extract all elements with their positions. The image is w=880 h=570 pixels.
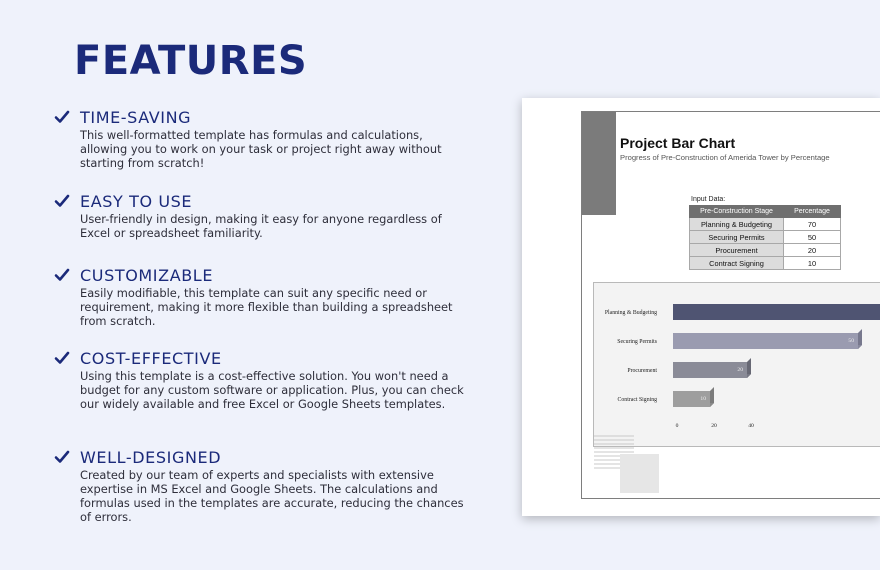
preview-title: Project Bar Chart xyxy=(620,135,736,151)
percentage-cell: 10 xyxy=(784,257,841,270)
x-tick-label: 40 xyxy=(748,423,754,429)
category-label: Procurement xyxy=(627,368,657,374)
sidebar-block xyxy=(582,112,616,215)
data-label: 20 xyxy=(737,367,743,373)
feature-time-saving xyxy=(54,108,474,172)
feature-description: Easily modifiable, this template can suit any specific need or requirement, making it more flexible than building a spreadsheet from scratch. xyxy=(80,286,453,328)
stage-cell: Procurement xyxy=(690,244,784,257)
feature-cost-effective xyxy=(54,349,474,427)
bar xyxy=(673,362,747,378)
percentage-cell: 70 xyxy=(784,218,841,231)
feature-easy-to-use xyxy=(54,192,474,244)
x-tick-label: 0 xyxy=(675,423,679,429)
category-label: Contract Signing xyxy=(617,397,657,403)
checkmark-icon xyxy=(54,350,70,366)
column-header: Percentage xyxy=(784,206,841,218)
feature-well-designed xyxy=(54,448,474,526)
column-header: Pre-Construction Stage xyxy=(690,206,784,218)
spreadsheet-preview xyxy=(522,98,880,516)
bar-chart xyxy=(593,282,880,447)
table-row xyxy=(690,244,841,257)
table-row xyxy=(690,257,841,270)
table-row xyxy=(690,231,841,244)
checkmark-icon xyxy=(54,193,70,209)
stage-cell: Securing Permits xyxy=(690,231,784,244)
feature-title: CUSTOMIZABLE xyxy=(80,266,214,285)
percentage-cell: 50 xyxy=(784,231,841,244)
checkmark-icon xyxy=(54,109,70,125)
feature-title: COST-EFFECTIVE xyxy=(80,349,222,368)
checkmark-icon xyxy=(54,267,70,283)
bar xyxy=(673,333,858,349)
checkmark-icon xyxy=(54,449,70,465)
feature-title: TIME-SAVING xyxy=(80,108,192,127)
data-label: 10 xyxy=(700,396,706,402)
stage-cell: Contract Signing xyxy=(690,257,784,270)
stage-cell: Planning & Budgeting xyxy=(690,218,784,231)
page-title: FEATURES xyxy=(74,38,308,84)
category-label: Securing Permits xyxy=(617,339,657,345)
input-data-label: Input Data: xyxy=(691,196,726,203)
table-header-row xyxy=(690,206,841,218)
data-label: 50 xyxy=(848,338,854,344)
feature-description: Created by our team of experts and specialists with extensive expertise in MS Excel and Google Sheets. The calculations and formulas used in the templates are accurate, reducing the chances of errors. xyxy=(80,468,464,524)
table-row xyxy=(690,218,841,231)
feature-customizable xyxy=(54,266,474,330)
percentage-cell: 20 xyxy=(784,244,841,257)
decorative-block xyxy=(620,454,659,493)
feature-title: WELL-DESIGNED xyxy=(80,448,222,467)
bar xyxy=(673,304,880,320)
feature-description: Using this template is a cost-effective solution. You won't need a budget for any custom software or application. Plus, you can check our widely available and free Excel or Google Sheets templates. xyxy=(80,369,464,411)
x-tick-label: 20 xyxy=(711,423,717,429)
category-label: Planning & Budgeting xyxy=(604,310,657,316)
feature-title: EASY TO USE xyxy=(80,192,193,211)
feature-description: User-friendly in design, making it easy for anyone regardless of Excel or spreadsheet familiarity. xyxy=(80,212,442,240)
input-data-table xyxy=(689,205,841,270)
preview-subtitle: Progress of Pre-Construction of Amerida Tower by Percentage xyxy=(620,153,830,162)
spreadsheet-document xyxy=(581,111,880,499)
feature-description: This well-formatted template has formulas and calculations, allowing you to work on your task or project right away without starting from scratch! xyxy=(80,128,442,170)
bar-chart-canvas xyxy=(594,283,880,446)
